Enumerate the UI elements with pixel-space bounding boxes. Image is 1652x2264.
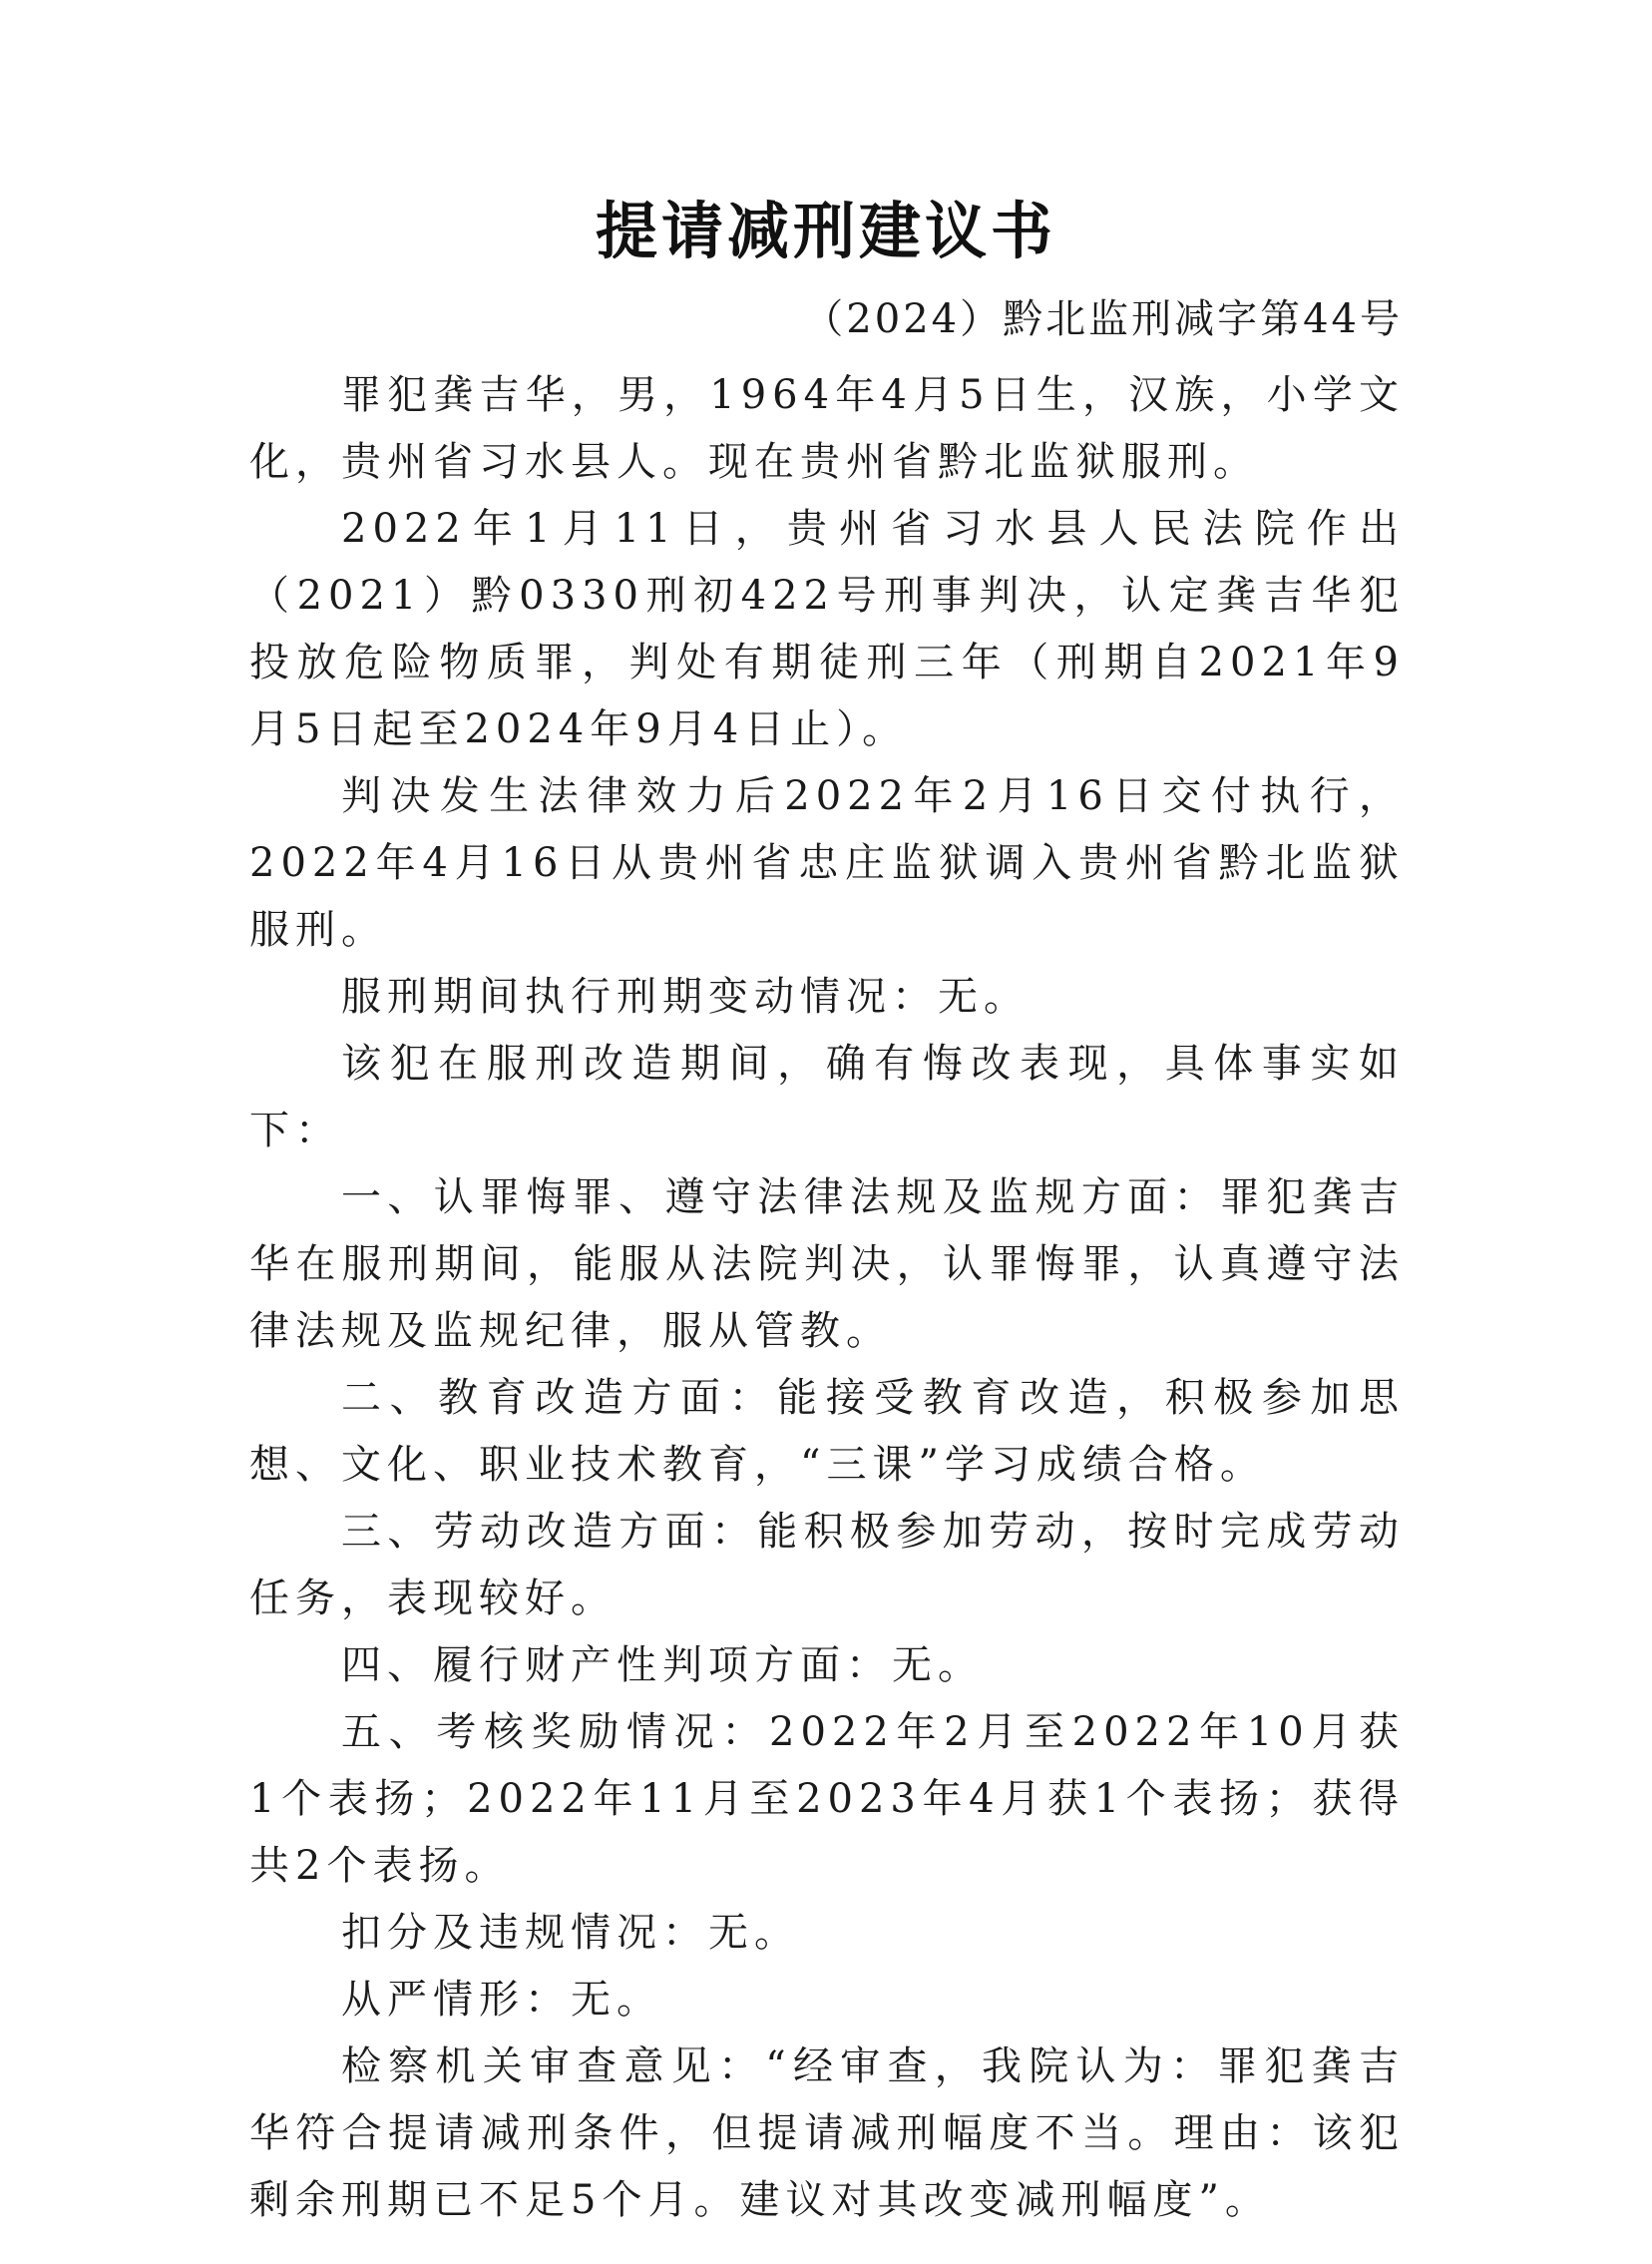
- paragraph-property: 四、履行财产性判项方面：无。: [341, 1642, 984, 1688]
- document-title: 提请减刑建议书: [595, 195, 1056, 267]
- document-body: [249, 362, 1405, 2234]
- paragraph-rewards: 五、考核奖励情况：2022年2月至2022年10月获1个表扬；2022年11月至2023年4月获1个表扬；获得共2个表扬。: [249, 1709, 1405, 1889]
- paragraph-execution: 判决发生法律效力后2022年2月16日交付执行，2022年4月16日从贵州省忠庄监狱调入贵州省黔北监狱服刑。: [249, 773, 1405, 953]
- paragraph-law-compliance: 一、认罪悔罪、遵守法律法规及监规方面：罪犯龚吉华在服刑期间，能服从法院判决，认罪悔罪，认真遵守法律法规及监规纪律，服从管教。: [249, 1174, 1405, 1354]
- paragraph-education: 二、教育改造方面：能接受教育改造，积极参加思想、文化、职业技术教育，“三课”学习成绩合格。: [249, 1375, 1405, 1488]
- paragraph-violations: 扣分及违规情况：无。: [341, 1910, 800, 1956]
- paragraph-sentence-changes: 服刑期间执行刑期变动情况：无。: [341, 974, 1030, 1020]
- paragraph-labor: 三、劳动改造方面：能积极参加劳动，按时完成劳动任务，表现较好。: [249, 1509, 1405, 1621]
- paragraph-repentance-intro: 该犯在服刑改造期间，确有悔改表现，具体事实如下：: [249, 1041, 1405, 1153]
- document-number: （2024）黔北监刑减字第44号: [803, 296, 1403, 342]
- paragraph-procuratorate-opinion: 检察机关审查意见：“经审查，我院认为：罪犯龚吉华符合提请减刑条件，但提请减刑幅度不当。理由：该犯剩余刑期已不足5个月。建议对其改变减刑幅度”。: [249, 2043, 1405, 2223]
- paragraph-strict-circumstances: 从严情形：无。: [341, 1977, 662, 2023]
- paragraph-judgment: 2022年1月11日，贵州省习水县人民法院作出（2021）黔0330刑初422号刑事判决，认定龚吉华犯投放危险物质罪，判处有期徒刑三年（刑期自2021年9月5日起至2024年9月4日止）。: [249, 506, 1405, 752]
- paragraph-criminal-info: 罪犯龚吉华，男，1964年4月5日生，汉族，小学文化，贵州省习水县人。现在贵州省黔北监狱服刑。: [249, 372, 1405, 485]
